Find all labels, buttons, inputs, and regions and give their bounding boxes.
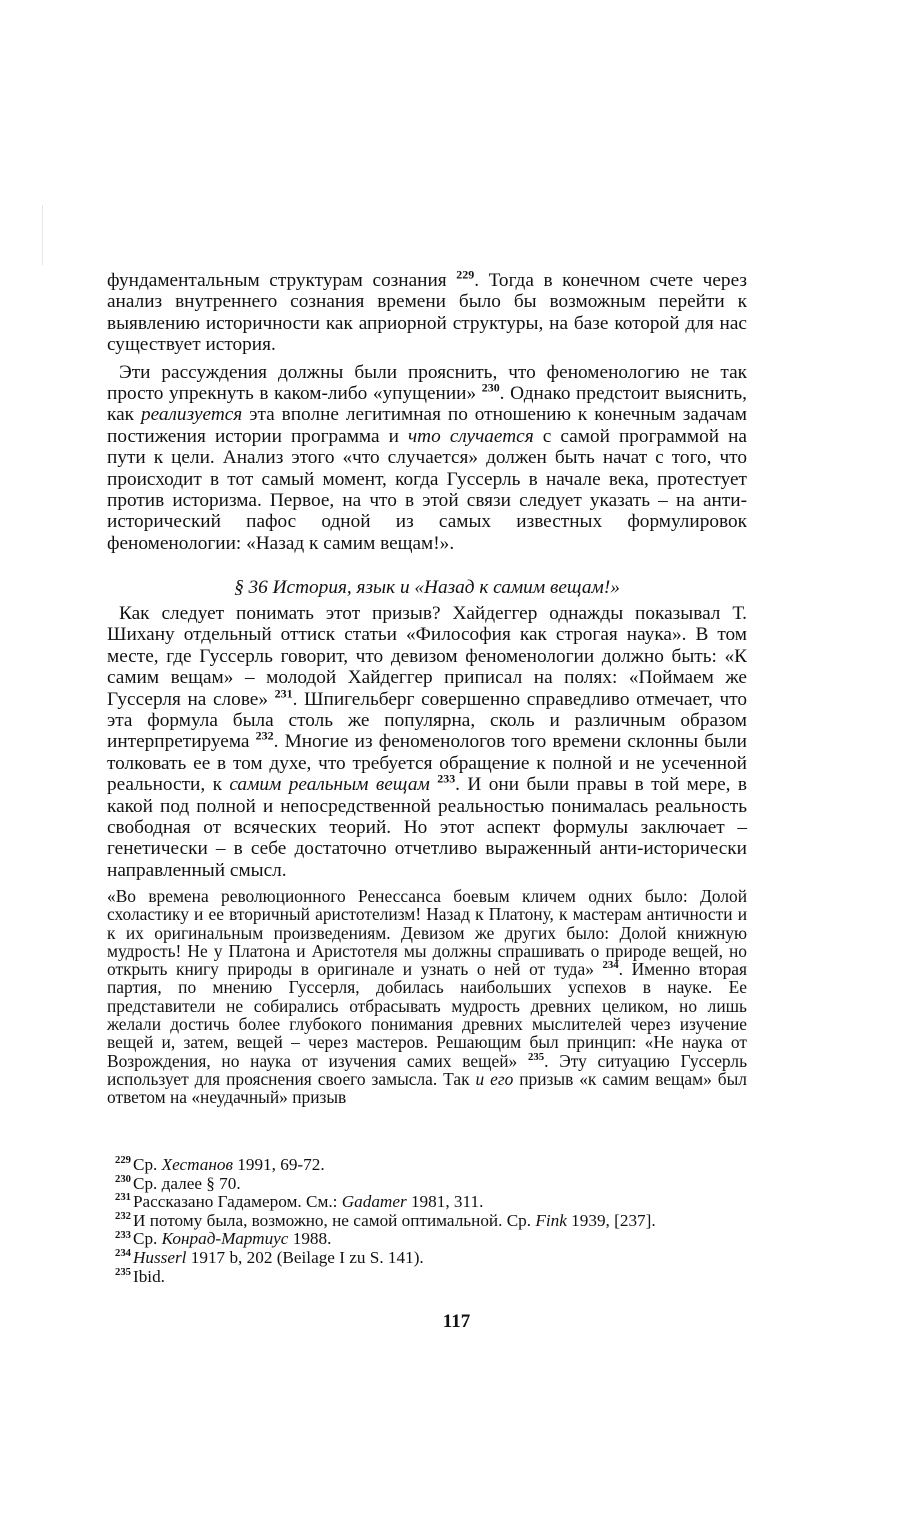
main-text-2	[107, 603, 747, 881]
text-run: . Именно вторая партия, по мнению Гуссерля, добилась наибольших успехов в науке. Ее представители не собирались отбрасывать мудрость древних целиком, но лишь желали достичь более глубокого понимания древних мыслителей через изучение вещей и, затем, вещей – через мастеров. Решающим был принцип: «Не наука от Возрождения, но наука от изучения самих вещей»	[107, 959, 747, 1071]
paragraph-3	[107, 603, 747, 881]
quote-paragraph	[107, 887, 747, 1107]
footnote-number: 235	[115, 1266, 131, 1278]
footnote-text: 1939, [237].	[566, 1210, 656, 1230]
footnote-text: 1981, 311.	[406, 1192, 484, 1212]
footnote-italic: Gadamer	[341, 1192, 407, 1212]
paragraph-2	[107, 362, 747, 555]
italic-run: что случается	[407, 425, 534, 447]
footnote-list	[107, 1156, 747, 1286]
section-heading: § 36 История, язык и «Назад к самим вещам!»	[234, 577, 620, 598]
footnote	[107, 1175, 747, 1194]
footnote-number: 232	[115, 1211, 131, 1223]
text-run: Эти рассуждения должны были прояснить, что феноменологию не так просто упрекнуть в каком-либо «упущении»	[107, 361, 747, 405]
footnote-ref-229: 229	[456, 267, 475, 282]
footnote-text: 1991, 69-72.	[232, 1155, 325, 1174]
footnote-number: 233	[115, 1229, 131, 1241]
text-run: . Шпигельберг совершенно справедливо отмечает, что эта формула была столь же популярна, сколь и различным образом интерпретируема	[107, 688, 748, 753]
text-run: . И они были правы в той мере, в какой под полной и непосредственной реальностью понималась реальность свободная от всяческих теорий. Но этот аспект формулы заключает – генетически – в себе достаточно отчетливо выраженный анти-исторически направленный смысл.	[107, 774, 748, 881]
footnote	[107, 1268, 747, 1287]
footnote-ref-232: 232	[255, 729, 274, 744]
footnote-number: 234	[115, 1248, 131, 1260]
text-run: . Однако предстоит выяснить, как	[107, 383, 747, 426]
italic-run: и его	[475, 1068, 514, 1089]
footnote-text: 1988.	[288, 1229, 332, 1249]
footnote-text: Ср. далее § 70.	[132, 1173, 241, 1193]
section-heading-block	[107, 577, 747, 599]
footnote-text: И потому была, возможно, не самой оптимальной. Ср.	[132, 1210, 536, 1230]
footnote-italic: Fink	[535, 1210, 567, 1230]
footnote-ref-231: 231	[274, 686, 293, 701]
text-run: . Многие из феноменологов того времени склонны были толковать ее в том духе, что требуется обращение к полной и не усеченной реальности, к	[107, 731, 747, 796]
text-run: «Во времена революционного Ренессанса боевым кличем одних было: Долой схоластику и ее вторичный аристотелизм! Назад к Платону, к мастерам античности и к их оригинальным произведениям. Девизом же других было: Долой книжную мудрость! Не у Платона и Аристотеля мы должны спрашивать о природе вещей, но открыть книгу природы в оригинале и узнать о ней от туда»	[107, 886, 747, 980]
footnote-text: 1917 b, 202 (Beilage I zu S. 141).	[186, 1247, 424, 1267]
footnote-ref-234: 234	[602, 959, 619, 972]
scan-margin-mark	[42, 205, 43, 265]
text-run: эта вполне легитимная по отношению к конечным задачам постижения истории программа и	[107, 404, 747, 447]
footnote	[107, 1249, 747, 1268]
quote-block	[107, 887, 747, 1107]
page-number: 117	[442, 1311, 471, 1332]
text-run: Как следует понимать этот призыв? Хайдеггер однажды показывал Т. Шихану отдельный оттиск статьи «Философия как строгая наука». В том месте, где Гуссерль говорит, что девизом феноменологии должно быть: «К самим вещам» – молодой Хайдеггер приписал на полях: «Поймаем же Гуссерля на слове»	[107, 603, 747, 710]
italic-run: реализуется	[140, 404, 243, 426]
footnote-number: 230	[115, 1173, 131, 1185]
footnote-number: 231	[115, 1192, 131, 1204]
footnote-text: Ibid.	[132, 1266, 165, 1286]
footnote-text: Рассказано Гадамером. См.:	[132, 1192, 342, 1212]
footnote-ref-235: 235	[527, 1050, 545, 1063]
footnote-italic: Конрад-Мартиус	[161, 1229, 289, 1249]
footnote	[107, 1212, 747, 1231]
paragraph-1	[107, 267, 747, 356]
italic-run: самим реальным вещам	[229, 774, 430, 796]
footnote-text: Ср.	[132, 1229, 162, 1249]
footnote-text: Ср.	[132, 1155, 162, 1174]
footnotes	[107, 1156, 747, 1286]
footnote-italic: Хестанов	[161, 1155, 233, 1174]
footnote	[107, 1156, 747, 1175]
footnote	[107, 1193, 747, 1212]
footnote-italic: Husserl	[132, 1247, 187, 1267]
footnote-ref-233: 233	[437, 771, 456, 786]
footnote-number: 229	[115, 1155, 131, 1167]
text-run: . Тогда в конечном счете через анализ внутреннего сознания времени было бы возможным перейти к выявлению историчности как априорной структуры, на базе которой для нас существует история.	[107, 270, 747, 356]
footnote-ref-230: 230	[481, 380, 500, 395]
text-run: фундаментальным структурам сознания	[107, 270, 457, 291]
text-run: с самой программой на пути к цели. Анализ этого «что случается» должен быть начат с того, что происходит в тот самый момент, когда Гуссерль в начале века, протестует против историзма. Первое, на что в этой связи следует указать – на анти-исторический пафос одной из самых известных формулировок феноменологии: «Назад к самим вещам!».	[107, 425, 747, 554]
footnote	[107, 1230, 747, 1249]
text-run: . Эту ситуацию Гуссерль использует для прояснения своего замысла. Так	[107, 1050, 748, 1089]
main-text	[107, 267, 747, 554]
text-run: призыв «к самим вещам» был ответом на «неудачный» призыв	[107, 1068, 747, 1108]
